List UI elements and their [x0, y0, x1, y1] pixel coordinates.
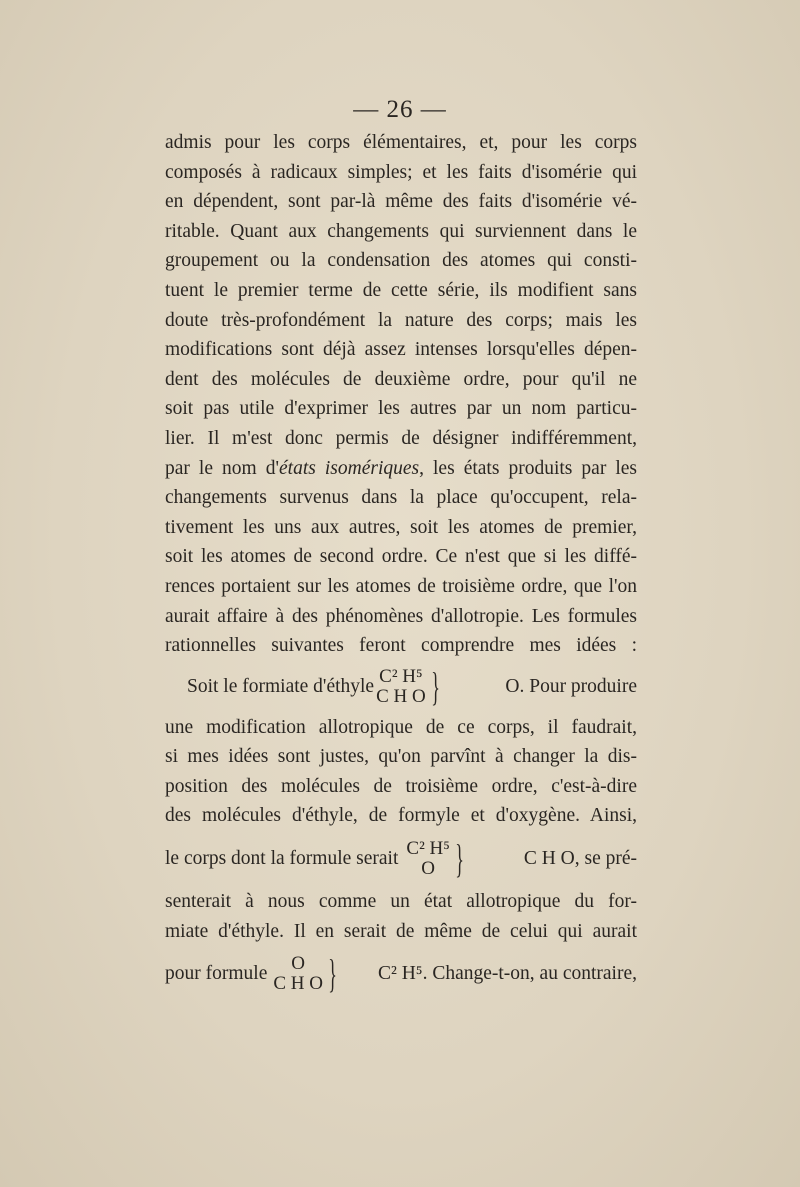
text-line: des molécules d'éthyle, de formyle et d'oxygène. Ainsi,: [165, 805, 637, 827]
text-line: dent des molécules de deuxième ordre, pour qu'il ne: [165, 368, 637, 390]
text-line: rences portaient sur les atomes de troisième ordre, que l'on: [165, 575, 637, 597]
italic-term: états isomériques: [279, 457, 420, 479]
text-line: aurait affaire à des phénomènes d'allotropie. Les formules: [165, 605, 637, 627]
text-line: tivement les uns aux autres, soit les atomes de premier,: [165, 516, 637, 538]
text-span: , les états produits par les: [419, 457, 638, 479]
formula-top: C² H⁵: [379, 665, 423, 687]
paragraph-part-c: [165, 713, 637, 831]
text-line: groupement ou la condensation des atomes qui consti-: [165, 250, 637, 272]
formula-line-2: [165, 831, 637, 887]
text-line: tuent le premier terme de cette série, ils modifient sans: [165, 279, 637, 301]
text-line: une modification allotropique de ce corps, il faudrait,: [165, 716, 637, 738]
formula-bottom: C H O: [376, 685, 426, 707]
formula-stack: [406, 839, 449, 879]
formula-stack: [376, 667, 426, 707]
brace-icon: }: [328, 951, 337, 997]
formula-lead-text: pour formule: [165, 963, 268, 985]
paragraph-part-d: [165, 887, 637, 946]
text-line-italic: [165, 454, 637, 484]
formula-top: O: [291, 953, 306, 975]
text-line: lier. Il m'est donc permis de désigner indifféremment,: [165, 427, 637, 449]
formula-bottom: O: [421, 858, 435, 880]
text-line: position des molécules de troisième ordre, c'est-à-dire: [165, 775, 637, 797]
formula-stack: [273, 954, 323, 994]
paragraph-part-b: [165, 483, 637, 661]
formula-tail-text: C² H⁵. Change-t-on, au contraire,: [377, 963, 637, 985]
text-line: soit les atomes de second ordre. Ce n'est que si les diffé-: [165, 546, 637, 568]
body-text: [165, 128, 637, 1002]
text-line: admis pour les corps élémentaires, et, pour les corps: [165, 132, 637, 153]
formula-tail-text: O. Pour produire: [505, 675, 637, 697]
formula-lead-text: le corps dont la formule serait: [165, 848, 399, 870]
text-line: modifications sont déjà assez intenses lorsqu'elles dépen-: [165, 339, 637, 361]
text-line: soit pas utile d'exprimer les autres par un nom particu-: [165, 398, 637, 420]
text-line: senterait à nous comme un état allotropique du for-: [165, 891, 637, 913]
formula-lead-text: Soit le formiate d'éthyle: [187, 675, 375, 697]
page-number: — 26 —: [353, 96, 447, 123]
text-line: rationnelles suivantes feront comprendre mes idées :: [165, 635, 637, 657]
text-line: doute très-profondément la nature des corps; mais les: [165, 309, 637, 331]
formula-top: C² H⁵: [406, 838, 450, 860]
text-line: si mes idées sont justes, qu'on parvînt à changer la dis-: [165, 746, 637, 768]
paragraph-part-a: [165, 128, 637, 454]
text-line: miate d'éthyle. Il en serait de même de celui qui aurait: [165, 920, 637, 942]
text-line: ritable. Quant aux changements qui surviennent dans le: [165, 220, 637, 242]
formula-tail-text: C H O, se pré-: [523, 848, 637, 870]
formula-line-1: [165, 661, 637, 713]
text-span: par le nom d': [165, 457, 279, 479]
text-line: composés à radicaux simples; et les faits d'isomérie qui: [165, 161, 637, 183]
brace-icon: }: [455, 836, 464, 882]
formula-line-3: [165, 946, 637, 1002]
text-line: changements survenus dans la place qu'occupent, rela-: [165, 487, 637, 509]
text-line: en dépendent, sont par-là même des faits d'isomérie vé-: [165, 191, 637, 213]
formula-bottom: C H O: [273, 973, 323, 995]
brace-icon: }: [430, 663, 440, 709]
